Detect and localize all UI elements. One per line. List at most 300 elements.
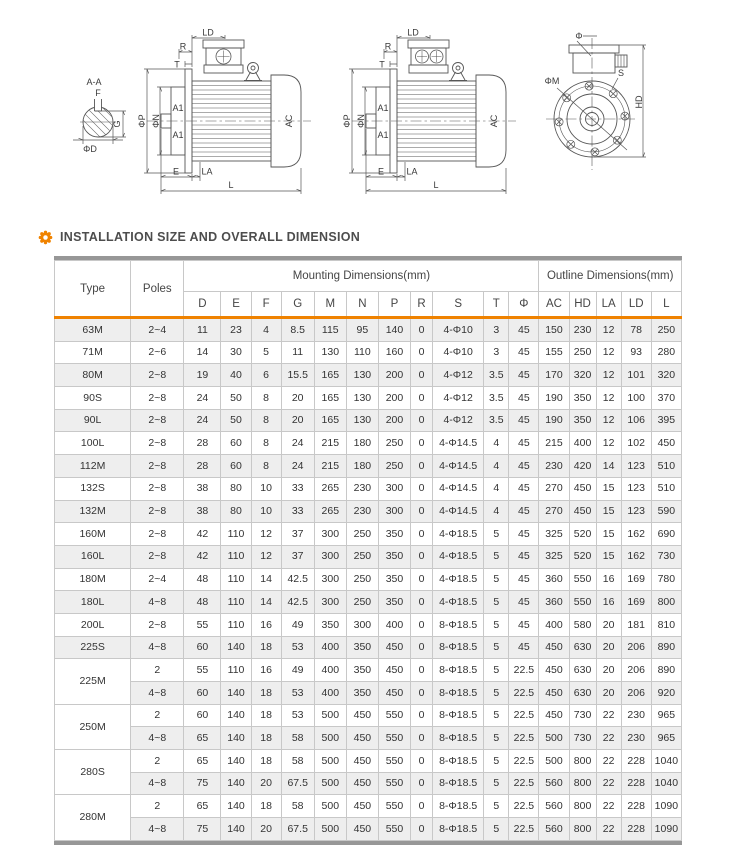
table-cell: 12 [251,545,281,568]
table-cell: 140 [221,750,251,773]
table-cell: 5 [251,341,281,364]
table-cell: 130 [346,364,378,387]
table-cell: 140 [221,704,251,727]
table-cell: 18 [251,795,281,818]
type-cell: 180M [55,568,131,591]
table-cell: 3.5 [484,409,509,432]
table-cell: 5 [484,636,509,659]
table-cell: 2 [131,750,184,773]
table-cell: 20 [596,682,621,705]
table-cell: 4~8 [131,772,184,795]
table-cell: 630 [569,636,596,659]
table-cell: 24 [281,455,314,478]
dim-label-r: R [179,41,187,52]
table-cell: 8-Φ18.5 [433,704,484,727]
table-cell: 4-Φ18.5 [433,545,484,568]
table-cell: 0 [411,455,433,478]
table-cell: 42.5 [281,568,314,591]
table-cell: 300 [314,545,346,568]
table-cell: 8-Φ18.5 [433,682,484,705]
dim-label-t: T [174,59,180,70]
table-cell: 2~8 [131,409,184,432]
table-cell: 4-Φ18.5 [433,523,484,546]
table-cell: 580 [569,613,596,636]
table-cell: 60 [184,636,221,659]
table-cell: 0 [411,682,433,705]
type-cell: 132S [55,477,131,500]
table-cell: 450 [346,772,378,795]
table-cell: 8-Φ18.5 [433,795,484,818]
table-cell: 165 [314,387,346,410]
table-cell: 110 [221,591,251,614]
table-cell: 12 [596,387,621,410]
table-cell: 8 [251,409,281,432]
table-row [55,795,682,818]
table-cell: 8-Φ18.5 [433,818,484,841]
table-cell: 16 [251,613,281,636]
table-cell: 350 [378,568,410,591]
table-cell: 45 [509,545,539,568]
table-cell: 360 [539,568,569,591]
table-cell: 500 [314,704,346,727]
table-cell: 780 [651,568,681,591]
table-cell: 8-Φ18.5 [433,613,484,636]
table-cell: 65 [184,727,221,750]
dim-label-a1-top: A1 [172,103,184,113]
table-cell: 500 [539,727,569,750]
table-cell: 890 [651,636,681,659]
table-cell: 0 [411,659,433,682]
table-cell: 228 [621,772,651,795]
table-cell: 400 [314,636,346,659]
table-cell: 350 [378,523,410,546]
table-cell: 58 [281,795,314,818]
table-cell: 630 [569,659,596,682]
table-cell: 4-Φ14.5 [433,455,484,478]
table-cell: 215 [314,432,346,455]
table-cell: 450 [346,704,378,727]
table-cell: 0 [411,409,433,432]
table-cell: 19 [184,364,221,387]
table-cell: 0 [411,364,433,387]
table-cell: 2 [131,659,184,682]
table-cell: 45 [509,477,539,500]
table-cell: 8-Φ18.5 [433,659,484,682]
table-cell: 0 [411,591,433,614]
table-cell: 33 [281,500,314,523]
table-cell: 140 [221,682,251,705]
table-cell: 48 [184,568,221,591]
table-cell: 22 [596,704,621,727]
table-cell: 4 [484,455,509,478]
table-row [55,545,682,568]
table-cell: 2 [131,704,184,727]
table-cell: 250 [346,523,378,546]
table-cell: 6 [251,364,281,387]
table-row [55,364,682,387]
dim-label-t: T [379,59,385,70]
table-cell: 965 [651,704,681,727]
table-cell: 800 [569,750,596,773]
type-cell: 132M [55,500,131,523]
table-cell: 500 [314,772,346,795]
table-cell: 8-Φ18.5 [433,636,484,659]
table-cell: 350 [346,682,378,705]
table-cell: 20 [596,636,621,659]
table-cell: 12 [251,523,281,546]
table-cell: 18 [251,682,281,705]
table-cell: 80 [221,500,251,523]
table-cell: 78 [621,318,651,342]
table-cell: 75 [184,818,221,841]
table-cell: 22.5 [509,704,539,727]
table-cell: 450 [569,477,596,500]
table-row [55,704,682,727]
table-cell: 50 [221,409,251,432]
table-cell: 4-Φ18.5 [433,568,484,591]
table-cell: 2~6 [131,341,184,364]
table-cell: 800 [569,795,596,818]
column-header: G [281,292,314,318]
type-cell: 225M [55,659,131,704]
table-row [55,772,682,795]
table-cell: 4 [484,432,509,455]
table-cell: 228 [621,818,651,841]
dim-label-s: S [617,68,625,78]
table-cell: 123 [621,500,651,523]
table-cell: 300 [314,568,346,591]
table-cell: 550 [378,704,410,727]
table-cell: 2~8 [131,387,184,410]
table-cell: 500 [539,750,569,773]
table-cell: 800 [569,818,596,841]
table-cell: 4-Φ12 [433,409,484,432]
dim-label-ac: AC [489,114,499,128]
dim-label-phi-p: ΦP [342,114,352,128]
table-cell: 38 [184,500,221,523]
table-cell: 350 [346,636,378,659]
dim-label-a1-bottom: A1 [377,130,389,140]
table-cell: 400 [314,682,346,705]
table-cell: 162 [621,523,651,546]
table-cell: 12 [596,432,621,455]
table-cell: 520 [569,545,596,568]
dim-label-e: E [172,166,180,177]
table-cell: 250 [346,591,378,614]
type-cell: 200L [55,613,131,636]
table-cell: 215 [314,455,346,478]
table-cell: 300 [346,613,378,636]
table-cell: 140 [221,727,251,750]
table-cell: 4-Φ12 [433,364,484,387]
table-cell: 49 [281,613,314,636]
table-cell: 12 [596,318,621,342]
table-cell: 22 [596,750,621,773]
table-cell: 20 [281,387,314,410]
table-cell: 75 [184,772,221,795]
table-cell: 28 [184,455,221,478]
table-row [55,750,682,773]
table-cell: 0 [411,432,433,455]
table-cell: 65 [184,795,221,818]
table-cell: 55 [184,659,221,682]
table-row [55,659,682,682]
table-cell: 22.5 [509,750,539,773]
table-cell: 2~8 [131,364,184,387]
table-cell: 20 [596,613,621,636]
table-cell: 400 [569,432,596,455]
table-cell: 23 [221,318,251,342]
table-cell: 4~8 [131,591,184,614]
table-cell: 140 [378,318,410,342]
dim-label-hd: HD [634,95,644,109]
dim-label-ac: AC [284,114,294,128]
table-cell: 500 [314,727,346,750]
column-header: Φ [509,292,539,318]
table-cell: 5 [484,545,509,568]
table-cell: 4 [251,318,281,342]
table-cell: 45 [509,500,539,523]
table-cell: 1090 [651,818,681,841]
table-cell: 45 [509,568,539,591]
table-cell: 22 [596,727,621,750]
table-cell: 5 [484,591,509,614]
table-cell: 16 [251,659,281,682]
table-cell: 560 [539,795,569,818]
section-mark-label: A-A [86,77,102,87]
type-cell: 280M [55,795,131,840]
table-cell: 140 [221,818,251,841]
dim-label-phi-m: ΦM [544,76,560,86]
type-cell: 160L [55,545,131,568]
table-cell: 3.5 [484,387,509,410]
table-cell: 165 [314,409,346,432]
table-cell: 22.5 [509,818,539,841]
table-cell: 2~8 [131,523,184,546]
dim-label-f: F [95,88,101,98]
table-cell: 45 [509,455,539,478]
table-cell: 0 [411,636,433,659]
table-cell: 53 [281,636,314,659]
table-cell: 450 [346,818,378,841]
table-cell: 93 [621,341,651,364]
table-cell: 4~8 [131,682,184,705]
table-cell: 8 [251,387,281,410]
table-cell: 53 [281,704,314,727]
table-cell: 3 [484,318,509,342]
dim-label-l: L [433,180,439,190]
table-cell: 0 [411,545,433,568]
table-cell: 180 [346,432,378,455]
table-cell: 15 [596,545,621,568]
type-cell: 180L [55,591,131,614]
table-cell: 45 [509,318,539,342]
table-cell: 1040 [651,772,681,795]
table-cell: 350 [314,613,346,636]
table-cell: 350 [378,591,410,614]
table-cell: 2~8 [131,477,184,500]
table-cell: 510 [651,455,681,478]
table-cell: 265 [314,500,346,523]
table-cell: 140 [221,636,251,659]
table-row [55,341,682,364]
table-cell: 12 [596,364,621,387]
table-cell: 810 [651,613,681,636]
table-cell: 250 [346,568,378,591]
dim-label-a1-bottom: A1 [172,130,184,140]
table-cell: 450 [378,636,410,659]
section-title: INSTALLATION SIZE AND OVERALL DIMENSION [60,230,361,244]
table-cell: 0 [411,387,433,410]
column-header: M [314,292,346,318]
table-row [55,568,682,591]
table-cell: 22.5 [509,659,539,682]
table-cell: 325 [539,545,569,568]
table-cell: 500 [314,818,346,841]
table-cell: 300 [314,591,346,614]
table-cell: 22.5 [509,795,539,818]
table-cell: 5 [484,727,509,750]
table-cell: 2~8 [131,613,184,636]
dim-label-l: L [228,180,234,190]
table-row [55,613,682,636]
table-cell: 20 [251,818,281,841]
table-cell: 690 [651,523,681,546]
table-cell: 228 [621,750,651,773]
table-cell: 450 [346,727,378,750]
column-header-type: Type [55,261,131,318]
table-cell: 0 [411,568,433,591]
table-cell: 215 [539,432,569,455]
table-cell: 920 [651,682,681,705]
table-cell: 170 [539,364,569,387]
table-cell: 360 [539,591,569,614]
table-cell: 265 [314,477,346,500]
table-cell: 45 [509,432,539,455]
table-cell: 130 [346,409,378,432]
table-cell: 280 [651,341,681,364]
dimensions-table [54,260,682,841]
table-cell: 350 [569,409,596,432]
table-cell: 45 [509,523,539,546]
table-cell: 110 [221,659,251,682]
dim-label-la: LA [406,166,418,177]
column-header: N [346,292,378,318]
table-cell: 55 [184,613,221,636]
table-cell: 0 [411,772,433,795]
table-cell: 400 [539,613,569,636]
table-cell: 123 [621,477,651,500]
table-cell: 45 [509,613,539,636]
table-cell: 450 [378,659,410,682]
table-row [55,455,682,478]
type-cell: 225S [55,636,131,659]
table-cell: 50 [221,387,251,410]
table-cell: 350 [569,387,596,410]
table-cell: 37 [281,545,314,568]
table-cell: 320 [651,364,681,387]
table-cell: 0 [411,500,433,523]
table-cell: 102 [621,432,651,455]
table-cell: 33 [281,477,314,500]
table-cell: 67.5 [281,772,314,795]
table-cell: 520 [569,523,596,546]
type-cell: 71M [55,341,131,364]
table-cell: 190 [539,387,569,410]
table-cell: 450 [569,500,596,523]
table-cell: 4 [484,500,509,523]
table-cell: 2~4 [131,568,184,591]
table-row [55,477,682,500]
table-cell: 20 [596,659,621,682]
table-row [55,500,682,523]
table-cell: 16 [596,568,621,591]
table-cell: 5 [484,568,509,591]
table-cell: 5 [484,659,509,682]
table-cell: 450 [346,795,378,818]
dim-label-la: LA [201,166,213,177]
table-cell: 206 [621,636,651,659]
table-cell: 115 [314,318,346,342]
table-body [55,318,682,841]
table-cell: 190 [539,409,569,432]
table-cell: 180 [346,455,378,478]
dim-label-phi-p: ΦP [137,114,147,128]
table-cell: 630 [569,682,596,705]
table-cell: 22.5 [509,772,539,795]
table-cell: 510 [651,477,681,500]
motor-side-view-1 [133,25,318,200]
type-cell: 80M [55,364,131,387]
table-cell: 24 [184,409,221,432]
table-cell: 12 [596,409,621,432]
dimensions-table-wrap [54,256,682,845]
table-cell: 206 [621,659,651,682]
table-cell: 60 [184,704,221,727]
table-cell: 800 [569,772,596,795]
table-cell: 110 [221,613,251,636]
table-cell: 8 [251,455,281,478]
motor-side-view-2 [338,25,523,200]
table-cell: 2~8 [131,432,184,455]
type-cell: 250M [55,704,131,749]
dim-label-g: G [112,120,122,128]
table-cell: 730 [651,545,681,568]
table-cell: 590 [651,500,681,523]
table-cell: 38 [184,477,221,500]
table-cell: 181 [621,613,651,636]
table-cell: 10 [251,500,281,523]
table-cell: 140 [221,795,251,818]
table-cell: 11 [184,318,221,342]
table-cell: 420 [569,455,596,478]
table-row [55,432,682,455]
table-cell: 58 [281,750,314,773]
table-cell: 110 [221,523,251,546]
table-cell: 2~8 [131,455,184,478]
table-cell: 550 [378,818,410,841]
column-header: E [221,292,251,318]
table-cell: 250 [651,318,681,342]
table-cell: 65 [184,750,221,773]
table-cell: 150 [539,318,569,342]
table-cell: 230 [539,455,569,478]
table-cell: 1040 [651,750,681,773]
table-cell: 550 [378,772,410,795]
table-cell: 12 [596,341,621,364]
table-cell: 60 [221,432,251,455]
table-cell: 550 [378,727,410,750]
